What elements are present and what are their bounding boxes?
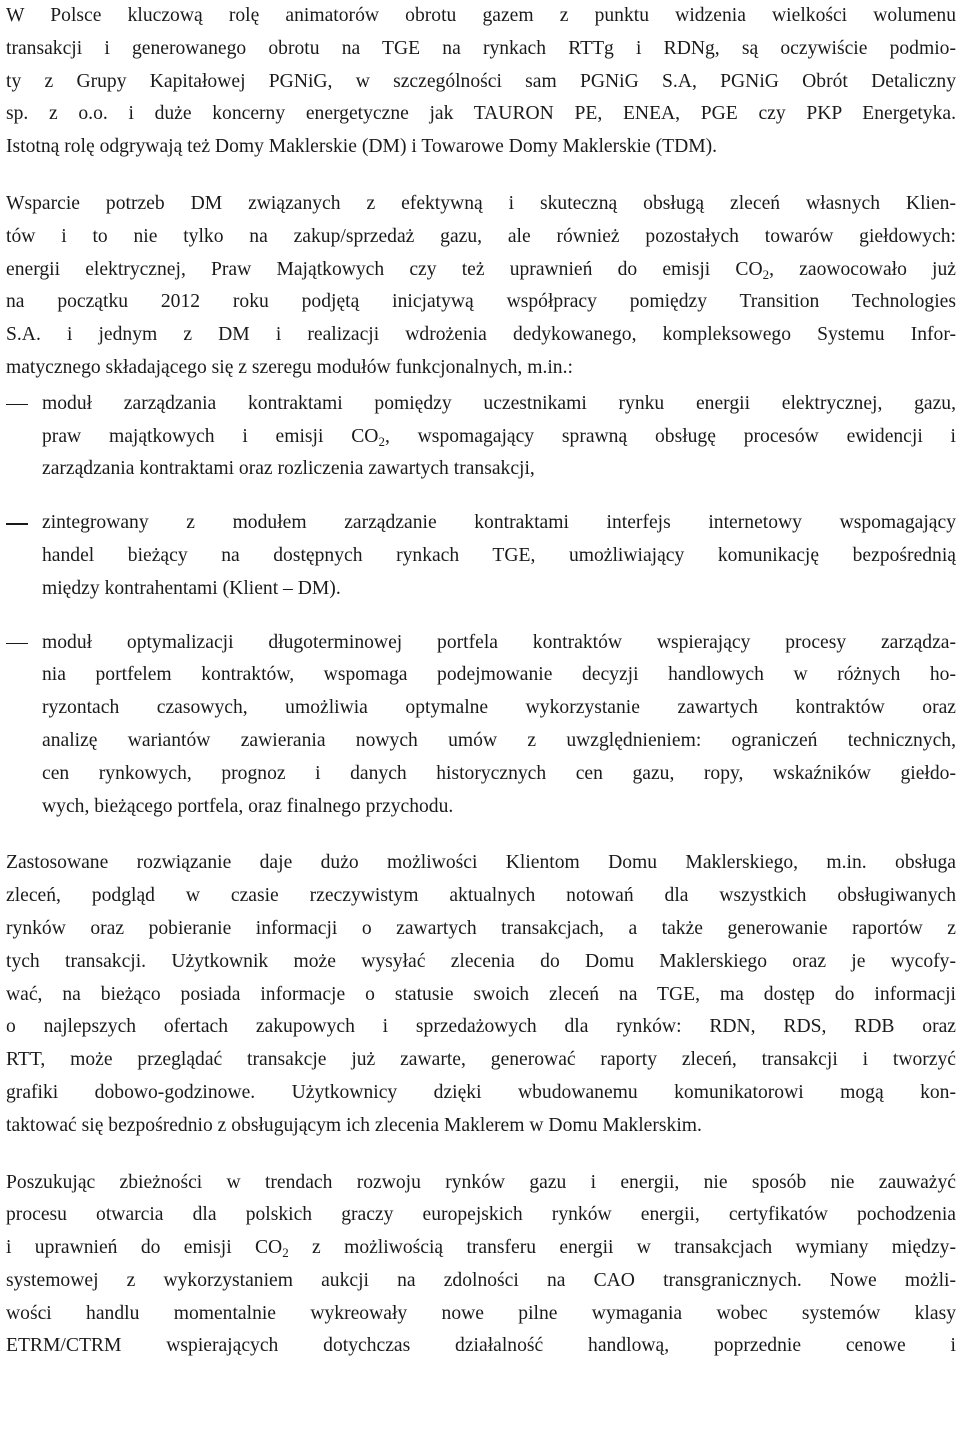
text-line-co2 — [42, 421, 956, 454]
text-line: tów i to nie tylko na zakup/sprzedaż gazu, ale również pozostałych towarów giełdowych: — [6, 225, 956, 247]
text-line: między kontrahentami (Klient – DM). — [42, 577, 341, 599]
text-line: grafiki dobowo-godzinowe. Użytkownicy dzięki wbudowanemu komunikatorowi mogą kon- — [6, 1081, 956, 1103]
co2-subscript: 2 — [762, 266, 770, 282]
text-line: Poszukując zbieżności w trendach rozwoju rynków gazu i energii, nie sposób nie zauważyć — [6, 1171, 956, 1193]
paragraph-dm-support — [6, 188, 956, 385]
bullet-contract-management-module — [6, 388, 956, 486]
text-line: na początku 2012 roku podjętą inicjatywą współpracy pomiędzy Transition Technologies — [6, 291, 956, 313]
text-line: matycznego składającego się z szeregu modułów funkcjonalnych, m.in.: — [6, 356, 573, 378]
text-line: procesu otwarcia dla polskich graczy europejskich rynków energii, certyfikatów pochodzenia — [6, 1204, 956, 1226]
co2-subscript: 2 — [378, 433, 385, 449]
text-line: zintegrowany z modułem zarządzanie kontraktami interfejs internetowy wspomagający — [42, 512, 956, 534]
text-line: rynków oraz pobieranie informacji o zawartych transakcjach, a także generowanie raportów z — [6, 917, 956, 939]
text-line: nia portfelem kontraktów, wspomaga podejmowanie decyzji handlowych w różnych ho- — [42, 664, 956, 686]
text-line: transakcji i generowanego obrotu na TGE na rynkach RTTg i RDNg, są oczywiście podmio- — [6, 37, 956, 59]
text-line: S.A. i jednym z DM i realizacji wdrożenia dedykowanego, kompleksowego Systemu Infor- — [6, 324, 956, 346]
text-line: ETRM/CTRM wspierających dotychczas działalność handlową, poprzednie cenowe i — [6, 1335, 956, 1357]
paragraph-market-convergence — [6, 1167, 956, 1364]
text-line: analizę wariantów zawierania nowych umów z uwzględnieniem: ograniczeń technicznych, — [42, 729, 956, 751]
text-line: wych, bieżącego portfela, oraz finalnego przychodu. — [42, 795, 454, 817]
text-line: ryzontach czasowych, umożliwia optymalne wykorzystanie zawartych kontraktów oraz — [42, 697, 956, 719]
text-line-co2 — [6, 254, 956, 287]
paragraph-gas-market-animators — [6, 0, 956, 164]
dash-bullet-icon — [6, 643, 28, 644]
text-line: zarządzania kontraktami oraz rozliczenia zawartych transakcji, — [42, 458, 535, 480]
text-segment: , wspomagający sprawną obsługę procesów ewidencji i — [384, 425, 956, 447]
text-line: sp. z o.o. i duże koncerny energetyczne jak TAURON PE, ENEA, PGE czy PKP Energetyka. — [6, 103, 956, 125]
text-line: tych transakcji. Użytkownik może wysyłać zlecenia do Domu Maklerskiego oraz je wycofy- — [6, 950, 956, 972]
text-line: zleceń, podgląd w czasie rzeczywistym aktualnych notowań dla wszystkich obsługiwanych — [6, 885, 956, 907]
text-segment: praw majątkowych i emisji CO — [42, 425, 379, 447]
text-line: ty z Grupy Kapitałowej PGNiG, w szczególności sam PGNiG S.A, PGNiG Obrót Detaliczny — [6, 70, 956, 92]
text-line: wości handlu momentalnie wykreowały nowe pilne wymagania wobec systemów klasy — [6, 1302, 956, 1324]
text-line: moduł zarządzania kontraktami pomiędzy uczestnikami rynku energii elektrycznej, gazu, — [42, 392, 956, 414]
text-line: cen rynkowych, prognoz i danych historycznych cen gazu, ropy, wskaźników giełdo- — [42, 762, 956, 784]
text-line: systemowej z wykorzystaniem aukcji na zdolności na CAO transgranicznych. Nowe możli- — [6, 1269, 956, 1291]
text-line: RTT, może przeglądać transakcje już zawarte, generować raporty zleceń, transakcji i tworzyć — [6, 1049, 956, 1071]
text-line: wać, na bieżąco posiada informacje o statusie swoich zleceń na TGE, ma dostęp do informacji — [6, 983, 956, 1005]
text-line: taktować się bezpośrednio z obsługującym ich zlecenia Maklerem w Domu Maklerskim. — [6, 1114, 702, 1136]
text-line: handel bieżący na dostępnych rynkach TGE, umożliwiający komunikację bezpośrednią — [42, 544, 956, 566]
text-line: Zastosowane rozwiązanie daje dużo możliwości Klientom Domu Maklerskiego, m.in. obsługa — [6, 852, 956, 874]
text-line: o najlepszych ofertach zakupowych i sprzedażowych dla rynków: RDN, RDS, RDB oraz — [6, 1016, 956, 1038]
text-segment: z możliwością transferu energii w transakcjach wymiany między- — [288, 1237, 956, 1259]
text-line: Wsparcie potrzeb DM związanych z efektywną i skuteczną obsługą zleceń własnych Klien- — [6, 192, 956, 214]
dash-bullet-icon — [6, 523, 28, 524]
dash-bullet-icon — [6, 404, 28, 405]
text-segment: energii elektrycznej, Praw Majątkowych czy też uprawnień do emisji CO — [6, 258, 763, 280]
text-line: W Polsce kluczową rolę animatorów obrotu gazem z punktu widzenia wielkości wolumenu — [6, 5, 956, 26]
text-line-co2 — [6, 1232, 956, 1265]
bullet-web-interface — [6, 507, 956, 605]
paragraph-solution-possibilities — [6, 847, 956, 1142]
co2-subscript: 2 — [282, 1245, 289, 1261]
text-line: Istotną rolę odgrywają też Domy Maklerskie (DM) i Towarowe Domy Maklerskie (TDM). — [6, 136, 718, 158]
text-segment: i uprawnień do emisji CO — [6, 1237, 283, 1259]
bullet-portfolio-optimization — [6, 627, 956, 824]
text-line: moduł optymalizacji długoterminowej portfela kontraktów wspierający procesy zarządza- — [42, 631, 956, 653]
text-segment: , zaowocowało już — [769, 258, 956, 280]
